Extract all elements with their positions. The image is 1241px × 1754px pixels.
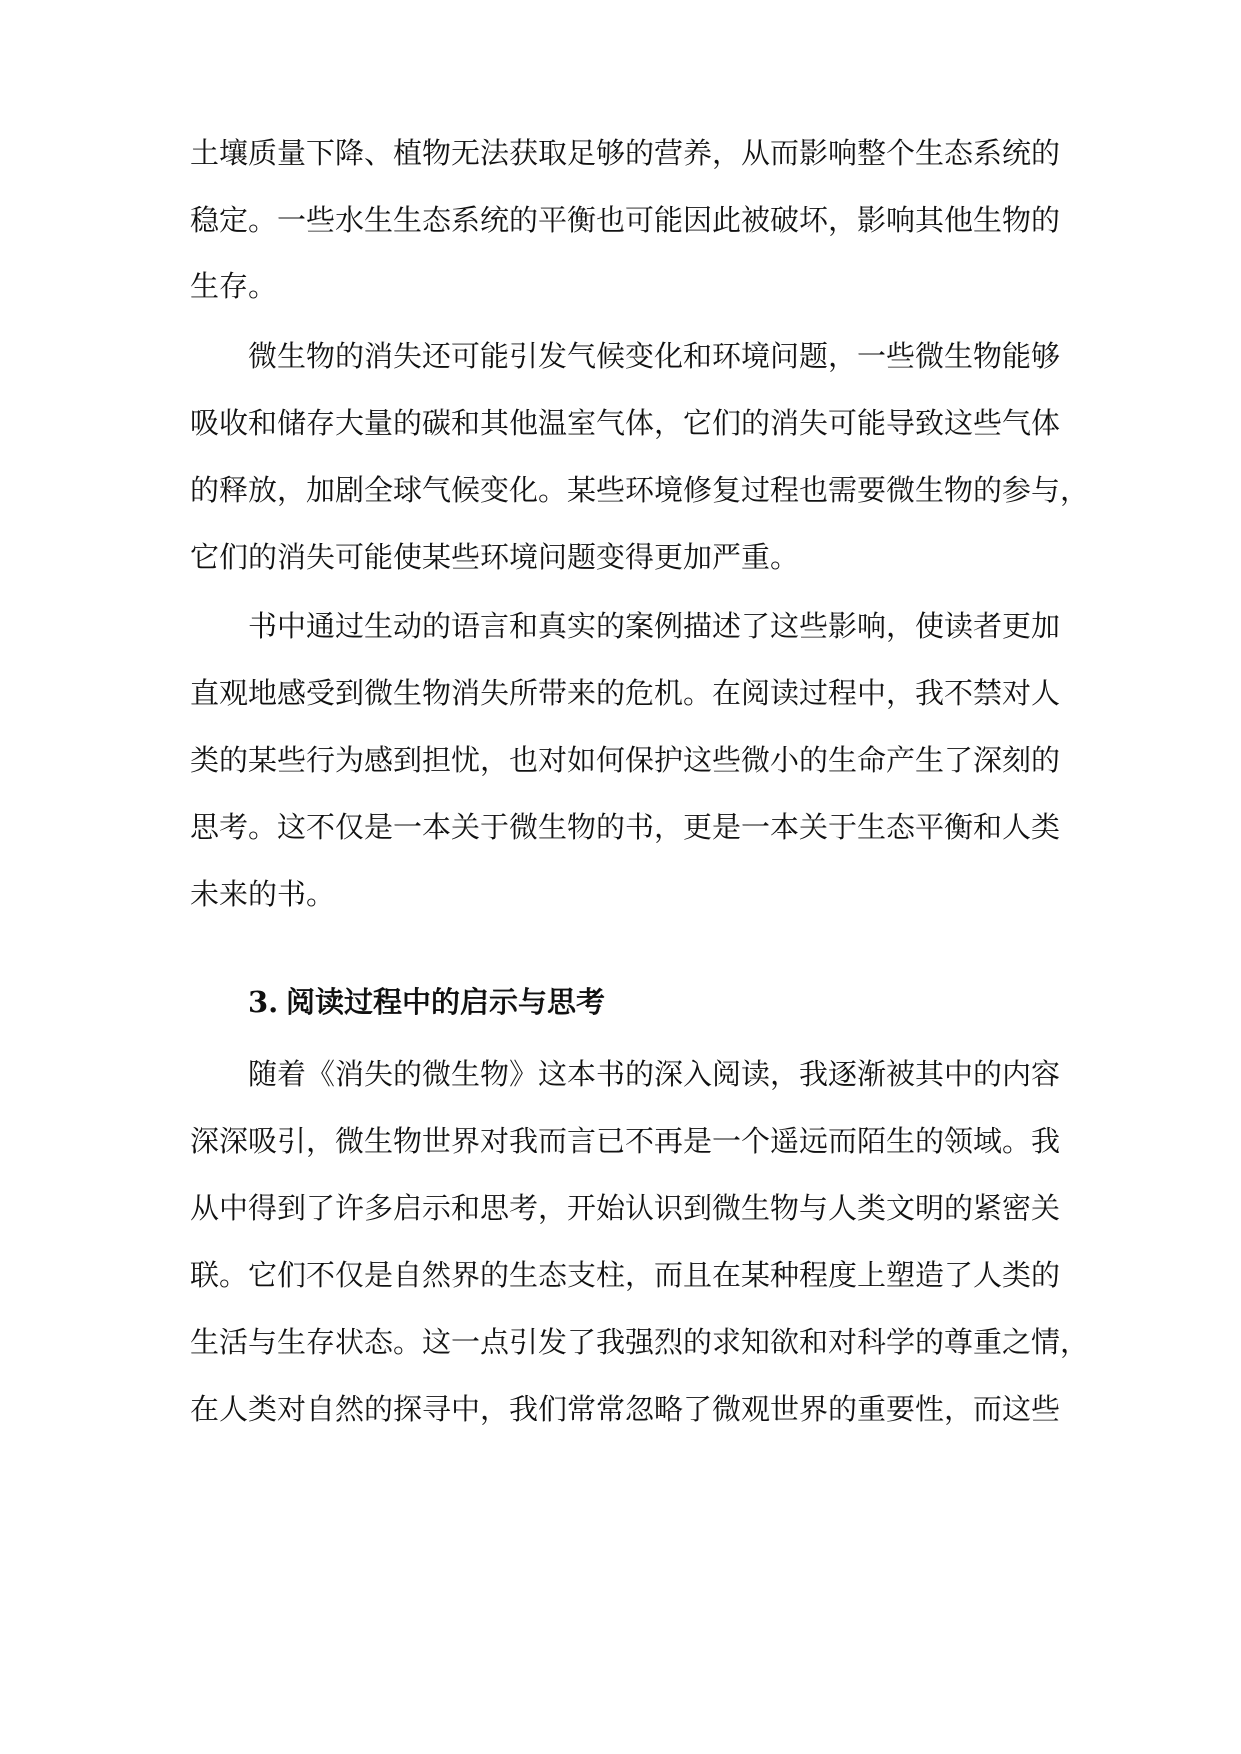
section-heading — [248, 982, 605, 1022]
paragraph-1-line-3: 生存。 — [190, 269, 278, 303]
paragraph-4-line-4: 联。它们不仅是自然界的生态支柱，而且在某种程度上塑造了人类的 — [190, 1258, 1061, 1292]
paragraph-1-line-1: 土壤质量下降、植物无法获取足够的营养，从而影响整个生态系统的 — [190, 136, 1061, 170]
paragraph-3-line-3: 类的某些行为感到担忧，也对如何保护这些微小的生命产生了深刻的 — [190, 743, 1061, 777]
paragraph-4-line-2: 深深吸引，微生物世界对我而言已不再是一个遥远而陌生的领域。我 — [190, 1124, 1061, 1158]
paragraph-3-line-4: 思考。这不仅是一本关于微生物的书，更是一本关于生态平衡和人类 — [190, 810, 1061, 844]
paragraph-2-line-2: 吸收和储存大量的碳和其他温室气体，它们的消失可能导致这些气体 — [190, 406, 1061, 440]
paragraph-3-line-2: 直观地感受到微生物消失所带来的危机。在阅读过程中，我不禁对人 — [190, 676, 1061, 710]
section-number: 3. — [248, 985, 279, 1019]
paragraph-3-line-1: 书中通过生动的语言和真实的案例描述了这些影响，使读者更加 — [248, 609, 1061, 643]
paragraph-4-line-3: 从中得到了许多启示和思考，开始认识到微生物与人类文明的紧密关 — [190, 1191, 1061, 1225]
paragraph-2-line-3: 的释放，加剧全球气候变化。某些环境修复过程也需要微生物的参与， — [190, 473, 1090, 507]
paragraph-1-line-2: 稳定。一些水生生态系统的平衡也可能因此被破坏，影响其他生物的 — [190, 203, 1061, 237]
paragraph-4-line-5: 生活与生存状态。这一点引发了我强烈的求知欲和对科学的尊重之情， — [190, 1325, 1090, 1359]
paragraph-2-line-1: 微生物的消失还可能引发气候变化和环境问题，一些微生物能够 — [248, 339, 1061, 373]
paragraph-2-line-4: 它们的消失可能使某些环境问题变得更加严重。 — [190, 540, 800, 574]
paragraph-4-line-6: 在人类对自然的探寻中，我们常常忽略了微观世界的重要性，而这些 — [190, 1392, 1061, 1426]
paragraph-3-line-5: 未来的书。 — [190, 877, 336, 911]
section-title: 阅读过程中的启示与思考 — [286, 985, 606, 1019]
paragraph-4-line-1: 随着《消失的微生物》这本书的深入阅读，我逐渐被其中的内容 — [248, 1057, 1061, 1091]
